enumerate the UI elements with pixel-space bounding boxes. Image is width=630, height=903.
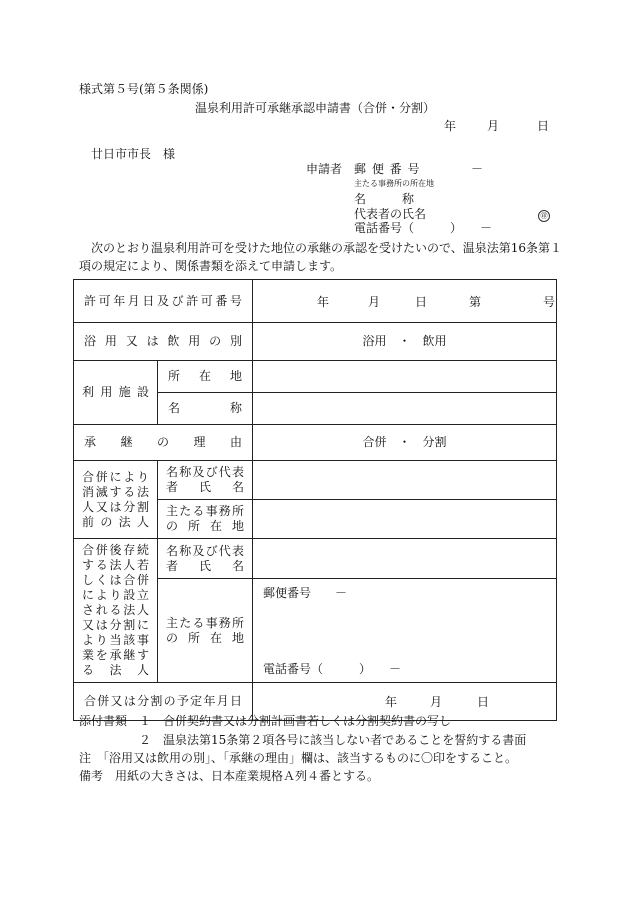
permit-date-number-label: 許可年月日及び許可番号	[84, 293, 243, 308]
date-month: 月	[487, 119, 500, 133]
facility-location-field[interactable]	[253, 361, 557, 393]
planned-year: 年	[385, 695, 398, 709]
successor-name-field[interactable]	[253, 539, 557, 579]
addressee: 廿日市市長 様	[91, 147, 176, 161]
planned-month: 月	[430, 695, 443, 709]
successor-office-label: 主たる事務所の所在地	[166, 615, 245, 645]
permit-day: 日	[415, 295, 428, 309]
applicant-label: 申請者	[306, 162, 343, 176]
table-row-successor-name	[74, 539, 557, 579]
document-title: 温泉利用許可承継承認申請書（合併・分割）	[195, 101, 436, 115]
office-address-label: 主たる事務所の所在地	[354, 179, 434, 188]
permit-year: 年	[317, 295, 330, 309]
date-year: 年	[444, 119, 457, 133]
dissolved-name-label: 名称及び代表者氏名	[166, 465, 245, 494]
facility-group-label: 利用施設	[82, 385, 149, 399]
facility-name-field[interactable]	[253, 393, 557, 425]
facility-location-label: 所在地	[168, 369, 243, 383]
postal-code-dash: －	[471, 162, 484, 176]
planned-date-label: 合併又は分割の予定年月日	[84, 694, 243, 708]
succession-reason-choice[interactable]: 合併 ・ 分割	[253, 425, 557, 461]
dissolved-corp-label: 合併により消滅する法人又は分割前の法人	[82, 469, 149, 529]
date-day: 日	[537, 119, 550, 133]
successor-phone: 電話番号（ ） －	[263, 662, 402, 677]
body-text-line-1: 次のとおり温泉利用許可を受けた地位の承継の承認を受けたいので、温泉法第16条第１	[79, 241, 563, 255]
table-row-dissolved-name	[74, 461, 557, 500]
representative-label: 代表者の氏名	[354, 207, 427, 221]
table-row-permit	[74, 280, 557, 323]
permit-date-number-field[interactable]	[253, 280, 557, 323]
table-row-facility-location	[74, 361, 557, 393]
seal-mark: ㊞	[538, 208, 550, 222]
succession-reason-label: 承継の理由	[84, 435, 243, 449]
dissolved-name-field[interactable]	[253, 461, 557, 500]
note: 注 「浴用又は飲用の別」、「承継の理由」欄は、該当するものに〇印をすること。	[79, 751, 518, 765]
permit-number-suffix: 号	[543, 295, 556, 309]
successor-name-label: 名称及び代表者氏名	[166, 543, 245, 573]
successor-corp-label: 合併後存続する法人若しくは合併により設立される法人又は分割により当該事業を承継する法人	[82, 543, 149, 677]
use-type-label: 浴用又は飲用の別	[84, 334, 243, 348]
attachment-2: ２ 温泉法第15条第２項各号に該当しない者であることを誓約する書面	[79, 733, 527, 747]
facility-name-label: 名称	[168, 401, 243, 415]
permit-number-prefix: 第	[469, 295, 482, 309]
permit-month: 月	[368, 295, 381, 309]
dissolved-office-field[interactable]	[253, 500, 557, 539]
planned-day: 日	[477, 695, 490, 709]
successor-office-field[interactable]	[253, 579, 557, 683]
body-text-line-2: 項の規定により、関係書類を添えて申請します。	[79, 259, 343, 273]
application-table	[73, 279, 557, 721]
phone-label: 電話番号（ ） －	[354, 221, 493, 235]
form-number: 様式第５号(第５条関係)	[79, 82, 209, 96]
name-label: 名 称	[354, 192, 415, 206]
use-type-choice[interactable]: 浴用 ・ 飲用	[253, 323, 557, 361]
remark: 備考 用紙の大きさは、日本産業規格Ａ列４番とする。	[79, 769, 380, 783]
table-row-use-type	[74, 323, 557, 361]
dissolved-office-label: 主たる事務所の所在地	[166, 504, 245, 533]
table-row-reason	[74, 425, 557, 461]
successor-postal-code: 郵便番号 －	[263, 586, 348, 601]
attachment-1: 添付書類 １ 合併契約書又は分割計画書若しくは分割契約書の写し	[79, 714, 452, 728]
postal-code-label: 郵 便 番 号	[354, 162, 421, 176]
